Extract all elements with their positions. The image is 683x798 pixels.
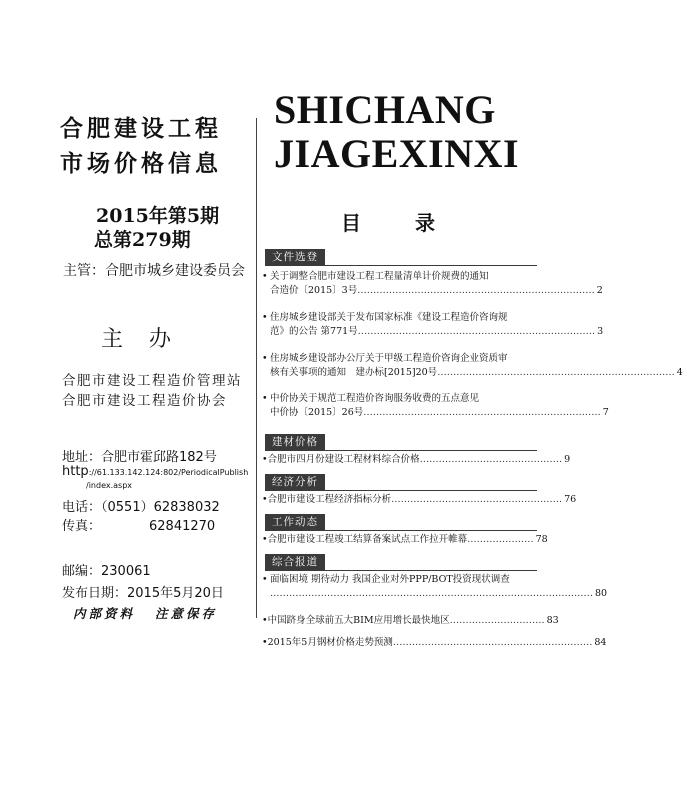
toc-item-page: 4 (676, 367, 683, 378)
fax (62, 515, 215, 534)
section-rule (265, 530, 537, 531)
toc-item-title: 合肥市建设工程竣工结算备案试点工作拉开帷幕 (267, 534, 468, 545)
magazine-title-line1: 合肥建设工程 (60, 116, 222, 142)
toc-item[interactable]: • 中国跻身全球前五大BIM应用增长最快地区 ………………………… 83 (262, 615, 559, 626)
toc-item[interactable]: • 住房城乡建设部关于发布国家标准《建设工程造价咨询规 范》的公告 第771号 ………………………………………………………………… 3 (262, 312, 604, 337)
organizer-1: 合肥市建设工程造价管理站 (62, 373, 242, 389)
section-rule (265, 450, 537, 451)
organizer-2: 合肥市建设工程造价协会 (62, 393, 227, 409)
section-rule (265, 570, 537, 571)
issue-total: 总第279期 (94, 229, 191, 251)
address: 地址：合肥市霍邱路182号 (62, 450, 217, 465)
toc-item[interactable]: • 合肥市建设工程经济指标分析 ……………………………………………… 76 (262, 494, 577, 505)
url-label: http (62, 464, 89, 479)
section-heading: 文件选登 (265, 249, 325, 265)
toc-title: 目录 (341, 211, 489, 235)
section-heading: 建材价格 (265, 434, 325, 450)
publish-date: 发布日期：2015年5月20日 (62, 586, 224, 601)
toc-item-title: 住房城乡建设部办公厅关于甲级工程造价咨询企业资质审 (270, 353, 508, 364)
toc-item[interactable]: • 面临困境 期待动力 我国企业对外PPP/BOT投资现状调查 ………………………………………………………………………………………… 80 (262, 574, 608, 599)
website (62, 464, 248, 479)
english-title-line1: SHICHANG (274, 87, 496, 132)
section-rule (265, 265, 537, 266)
section-rule (265, 490, 537, 491)
english-title-line2: JIAGEXINXI (274, 131, 520, 176)
toc-item-subtitle: 合造价〔2015〕3号 (270, 285, 358, 296)
url-line1: ://61.133.142.124:802/PeriodicalPublish (88, 468, 249, 477)
toc-item-subtitle: 中价协〔2015〕26号 (270, 407, 364, 418)
section-heading: 经济分析 (265, 474, 325, 490)
url-line2: /index.aspx (86, 481, 133, 490)
internal-notice-2: 注意保存 (155, 606, 218, 621)
column-divider (256, 118, 257, 618)
toc-item[interactable]: • 合肥市建设工程竣工结算备案试点工作拉开帷幕 ………………… 78 (262, 534, 548, 545)
toc-item-subtitle: 范》的公告 第771号 (270, 326, 358, 337)
section-heading: 工作动态 (265, 514, 325, 530)
toc-item-title: 关于调整合肥市建设工程工程量清单计价规费的通知 (270, 271, 489, 282)
toc-item-page: 80 (595, 588, 608, 599)
toc-item[interactable]: • 住房城乡建设部办公厅关于甲级工程造价咨询企业资质审 核有关事项的通知 建办标[2015]20号 ………………………………………………………………… 4 (262, 353, 683, 378)
toc-item-page: 76 (564, 494, 577, 505)
sponsor: 主管：合肥市城乡建设委员会 (63, 263, 245, 279)
toc-item-page: 84 (594, 637, 607, 648)
toc-item-title: 合肥市四月份建设工程材料综合价格 (267, 454, 420, 465)
toc-item-page: 78 (535, 534, 548, 545)
section-heading: 综合报道 (265, 554, 325, 570)
toc-item-page: 2 (596, 285, 603, 296)
organizer-heading: 主办 (101, 327, 198, 352)
toc-item-page: 3 (597, 326, 604, 337)
fax-value: 62841270 (149, 519, 216, 534)
toc-item[interactable]: • 关于调整合肥市建设工程工程量清单计价规费的通知 合造价〔2015〕3号 ………………………………………………………………… 2 (262, 271, 603, 296)
toc-item-title: 面临困境 期待动力 我国企业对外PPP/BOT投资现状调查 (270, 574, 510, 585)
postcode: 邮编：230061 (62, 564, 151, 579)
toc-item-title: 中国跻身全球前五大BIM应用增长最快地区 (267, 615, 450, 626)
toc-item-page: 7 (602, 407, 609, 418)
toc-item-page: 83 (546, 615, 559, 626)
toc-item-title: 住房城乡建设部关于发布国家标准《建设工程造价咨询规 (270, 312, 508, 323)
fax-label: 传真： (62, 519, 102, 534)
toc-item-title: 中价协关于规范工程造价咨询服务收费的五点意见 (270, 393, 480, 404)
internal-notice (73, 604, 217, 622)
toc-item-subtitle: 核有关事项的通知 建办标[2015]20号 (270, 367, 438, 378)
phone: 电话：（0551）62838032 (62, 500, 220, 515)
toc-item-page: 9 (564, 454, 571, 465)
magazine-title-line2: 市场价格信息 (60, 151, 222, 177)
left-column (0, 0, 258, 798)
toc-item-title: 合肥市建设工程经济指标分析 (267, 494, 392, 505)
issue-number: 2015年第5期 (96, 205, 220, 227)
toc-item[interactable]: • 中价协关于规范工程造价咨询服务收费的五点意见 中价协〔2015〕26号 ………………………………………………………………… 7 (262, 393, 609, 418)
toc-item[interactable]: • 2015年5月钢材价格走势预测 ……………………………………………………… 84 (262, 637, 607, 648)
toc-item[interactable]: • 合肥市四月份建设工程材料综合价格 ……………………………………… 9 (262, 454, 571, 465)
toc-item-title: 2015年5月钢材价格走势预测 (267, 637, 393, 648)
internal-notice-1: 内部资料 (73, 606, 136, 621)
